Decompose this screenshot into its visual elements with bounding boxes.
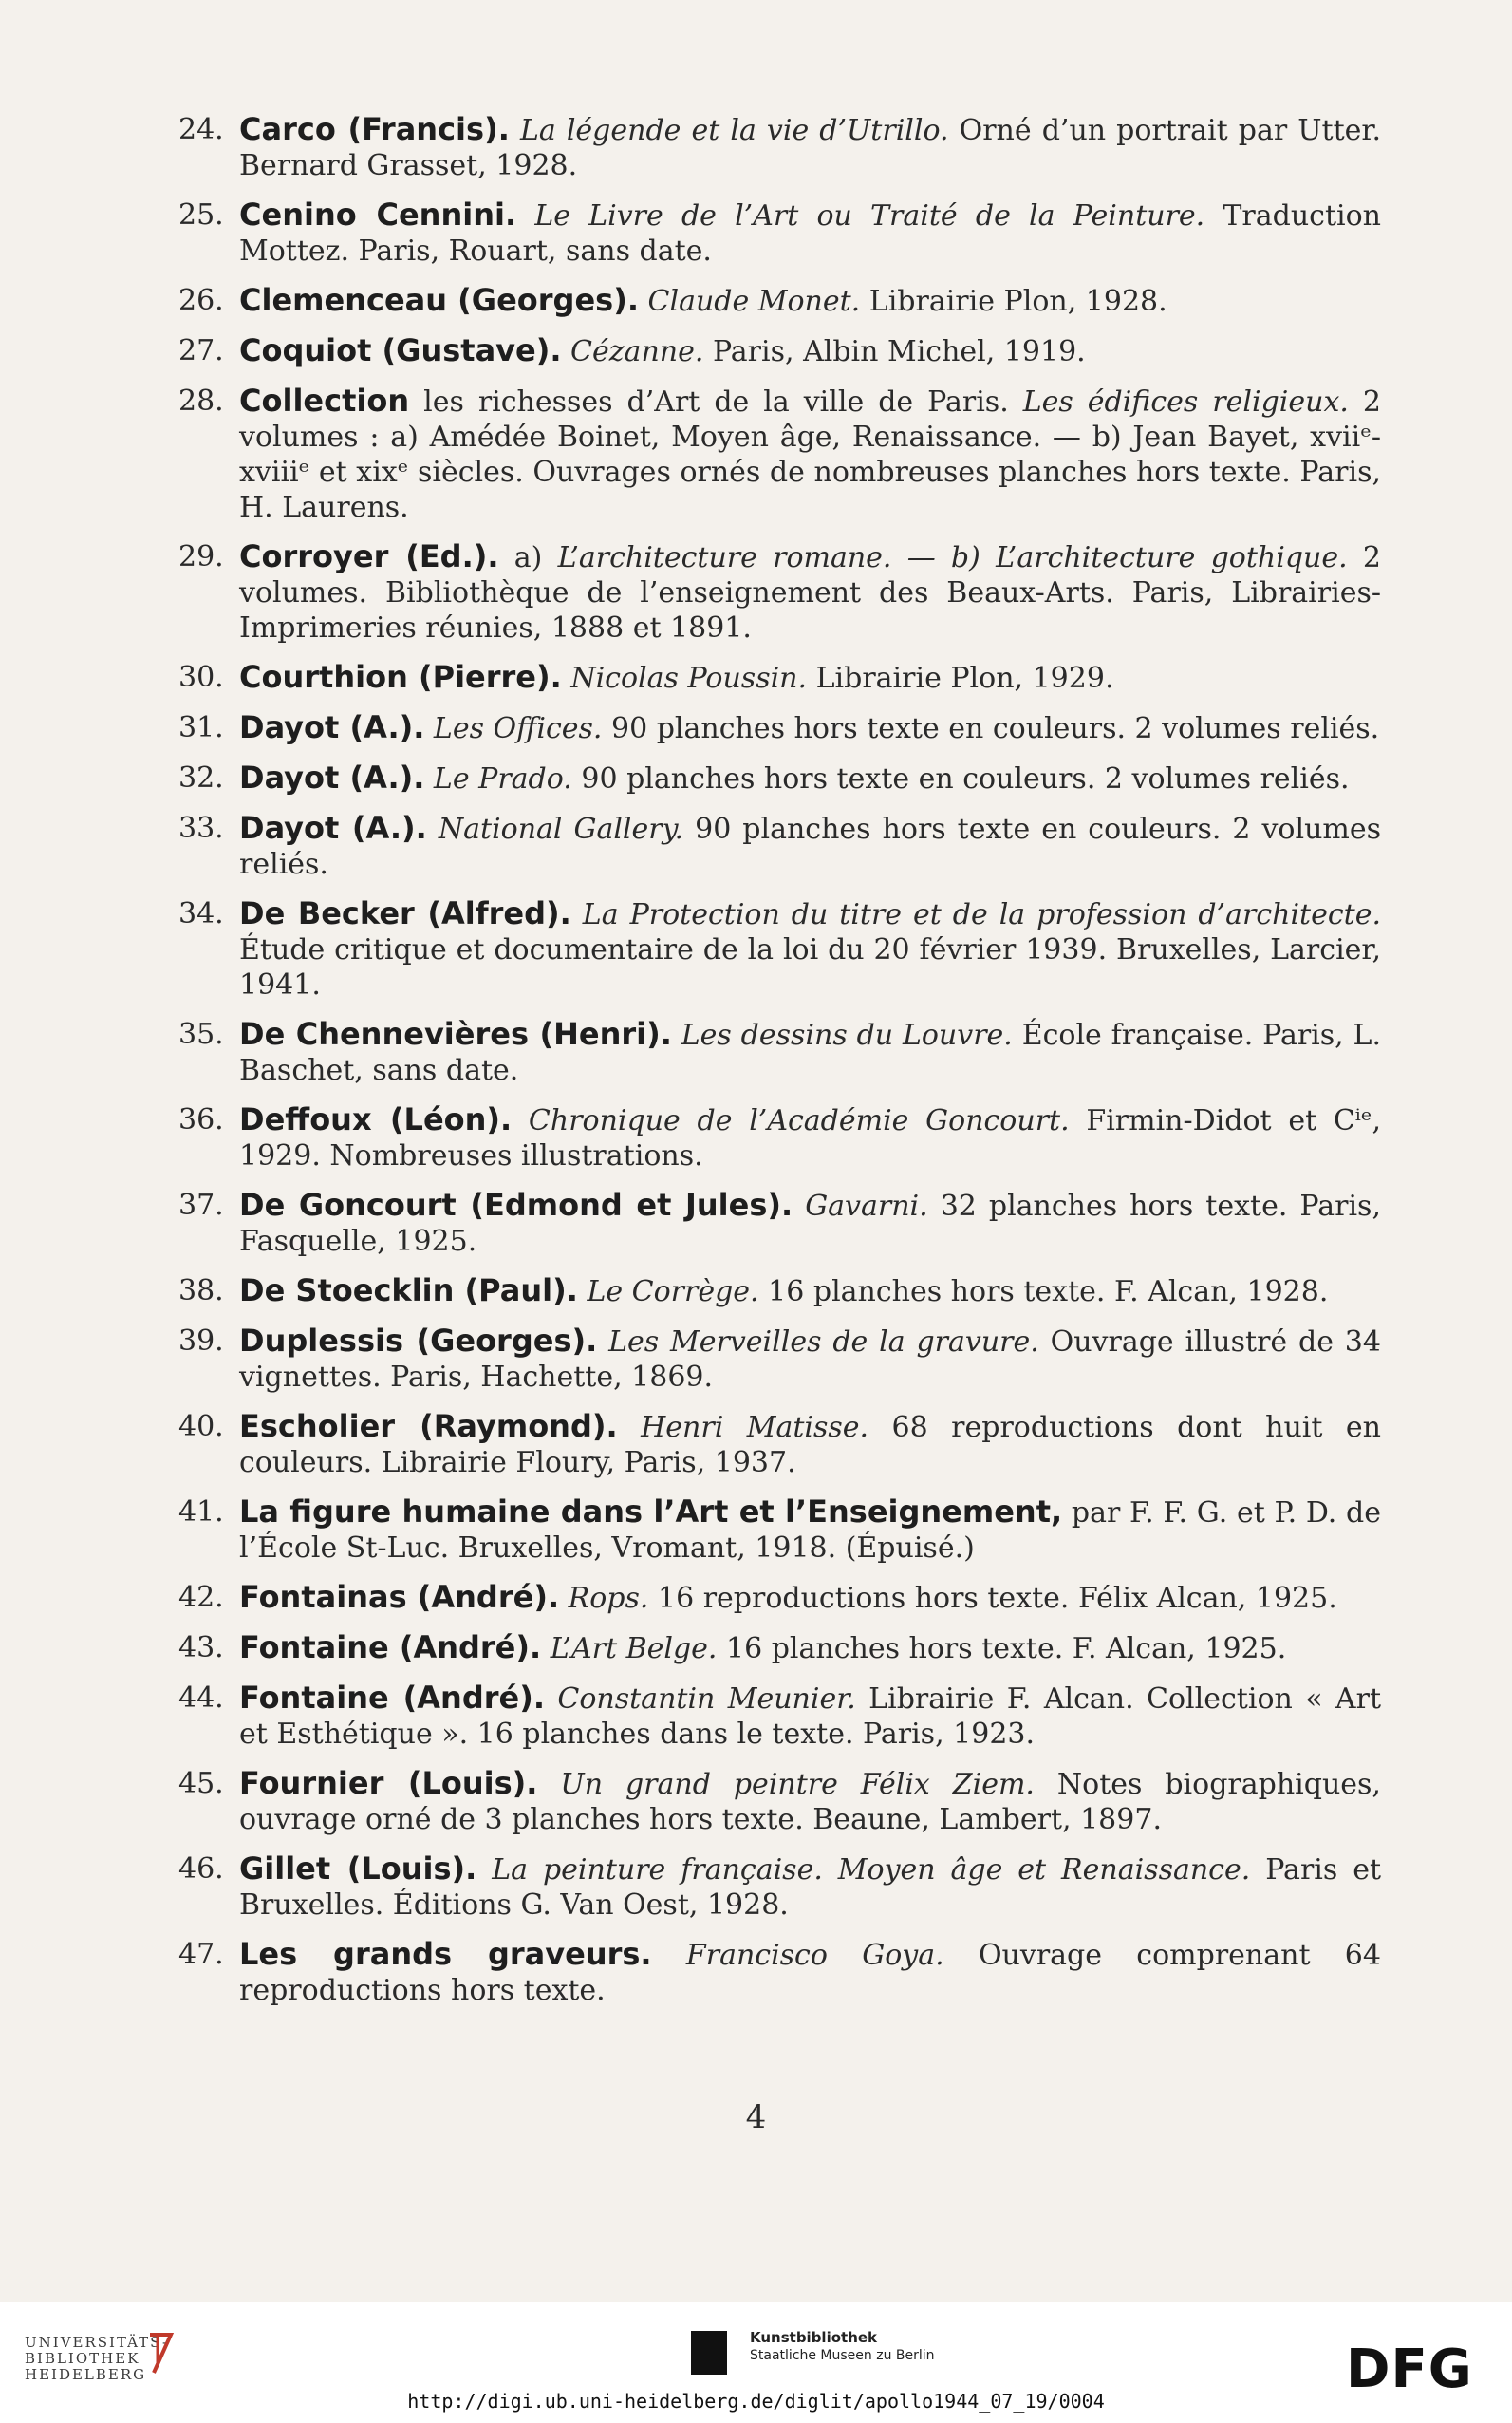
- entry-text: les richesses d’Art de la ville de Paris.: [423, 385, 1009, 419]
- dfg-logo: DFG: [1346, 2338, 1473, 2400]
- kunstbibliothek-subtitle: Staatliche Museen zu Berlin: [750, 2348, 935, 2363]
- entry-details: Paris, Albin Michel, 1919.: [712, 335, 1086, 368]
- entry-details: Ouvrage comprenant 64 reproductions hors texte.: [239, 1939, 1381, 2007]
- entry-number: 31.: [178, 711, 224, 744]
- entry-title: Le Prado.: [433, 762, 572, 796]
- bibliography-entry: [171, 1017, 1381, 1088]
- bibliography-entry: [171, 811, 1381, 882]
- bibliography-entry: [171, 1681, 1381, 1752]
- entry-details: Paris et Bruxelles. Éditions G. Van Oest, 1928.: [239, 1853, 1382, 1922]
- entry-details: 68 reproductions dont huit en couleurs. Librairie Floury, Paris, 1937.: [239, 1411, 1381, 1479]
- entry-number: 40.: [178, 1410, 224, 1443]
- entry-number: 33.: [178, 812, 224, 845]
- entry-number: 37.: [178, 1189, 224, 1222]
- bibliography-entry: [171, 1494, 1381, 1566]
- entry-author: Carco (Francis).: [239, 111, 510, 147]
- bibliography-entry: [171, 660, 1381, 696]
- entry-author: Fournier (Louis).: [239, 1765, 538, 1801]
- entry-number: 47.: [178, 1938, 224, 1971]
- entry-title: Le Livre de l’Art ou Traité de la Peinture.: [534, 199, 1205, 233]
- bibliography-entry: [171, 1630, 1381, 1666]
- entry-number: 30.: [178, 661, 224, 694]
- entry-author: De Chennevières (Henri).: [239, 1016, 672, 1052]
- entry-number: 43.: [178, 1631, 224, 1664]
- entry-details: Traduction Mottez. Paris, Rouart, sans date.: [239, 199, 1382, 268]
- entry-details: 2 volumes. Bibliothèque de l’enseignement des Beaux-Arts. Paris, Librairies-Imprimeries réunies, 1888 et 1891.: [239, 541, 1381, 645]
- entry-details: Étude critique et documentaire de la loi du 20 février 1939. Bruxelles, Larcier, 1941.: [239, 933, 1381, 1002]
- entry-title: La peinture française. Moyen âge et Renaissance.: [492, 1853, 1251, 1887]
- entry-author: Cenino Cennini.: [239, 197, 517, 233]
- entry-number: 25.: [178, 198, 224, 232]
- entry-details: Librairie F. Alcan. Collection « Art et Esthétique ». 16 planches dans le texte. Paris, 1923.: [239, 1682, 1381, 1751]
- kunstbibliothek-name: Kunstbibliothek: [750, 2329, 878, 2346]
- entry-title: La Protection du titre et de la profession d’architecte.: [582, 898, 1381, 931]
- bibliography-entry: [171, 1580, 1381, 1616]
- digital-library-footer: [0, 2302, 1512, 2423]
- entry-title: Gavarni.: [805, 1190, 928, 1223]
- entry-number: 36.: [178, 1103, 224, 1136]
- entry-author: Gillet (Louis).: [239, 1850, 477, 1887]
- entry-title: Francisco Goya.: [685, 1939, 944, 1972]
- entry-details: Ouvrage illustré de 34 vignettes. Paris, Hachette, 1869.: [239, 1325, 1381, 1394]
- entry-title: Les édifices religieux.: [1022, 385, 1349, 419]
- entry-number: 35.: [178, 1018, 224, 1051]
- kunstbibliothek-logo-icon: [691, 2331, 727, 2375]
- bibliography-list: [171, 112, 1381, 2022]
- bibliography-entry: [171, 283, 1381, 319]
- entry-author: De Goncourt (Edmond et Jules).: [239, 1187, 793, 1223]
- entry-number: 46.: [178, 1852, 224, 1886]
- entry-title: National Gallery.: [438, 813, 684, 846]
- entry-number: 34.: [178, 897, 224, 930]
- entry-title: Le Corrège.: [587, 1275, 759, 1308]
- bibliography-entry: [171, 1273, 1381, 1309]
- bibliography-entry: [171, 710, 1381, 746]
- entry-title: Les Offices.: [433, 712, 603, 745]
- entry-title: Cézanne.: [570, 335, 704, 368]
- entry-details: 16 planches hors texte. F. Alcan, 1925.: [726, 1632, 1287, 1665]
- entry-details: 90 planches hors texte en couleurs. 2 volumes reliés.: [581, 762, 1350, 796]
- entry-number: 26.: [178, 284, 224, 317]
- entry-details: Librairie Plon, 1928.: [868, 285, 1167, 318]
- entry-details: 32 planches hors texte. Paris, Fasquelle, 1925.: [239, 1190, 1381, 1258]
- bibliography-entry: [171, 1766, 1381, 1837]
- entry-number: 28.: [178, 385, 224, 418]
- entry-number: 32.: [178, 761, 224, 795]
- entry-title: Rops.: [568, 1582, 649, 1615]
- entry-title: Nicolas Poussin.: [570, 662, 808, 695]
- entry-number: 45.: [178, 1767, 224, 1800]
- entry-number: 42.: [178, 1581, 224, 1614]
- bibliography-entry: [171, 333, 1381, 369]
- entry-author: Dayot (A.).: [239, 709, 425, 745]
- bibliography-entry: [171, 384, 1381, 525]
- entry-details: 90 planches hors texte en couleurs. 2 volumes reliés.: [611, 712, 1380, 745]
- entry-number: 44.: [178, 1681, 224, 1715]
- entry-details: École française. Paris, L. Baschet, sans date.: [239, 1019, 1382, 1087]
- entry-author: La figure humaine dans l’Art et l’Enseignement,: [239, 1493, 1063, 1530]
- page-number: 4: [745, 2098, 767, 2136]
- entry-author: Escholier (Raymond).: [239, 1408, 618, 1444]
- entry-author: De Stoecklin (Paul).: [239, 1272, 578, 1308]
- entry-title: Un grand peintre Félix Ziem.: [560, 1768, 1035, 1801]
- entry-number: 41.: [178, 1495, 224, 1529]
- entry-details: 16 reproductions hors texte. Félix Alcan, 1925.: [657, 1582, 1337, 1615]
- university-line: HEIDELBERG: [25, 2366, 147, 2383]
- entry-title: Chronique de l’Académie Goncourt.: [528, 1104, 1070, 1137]
- entry-author: Deffoux (Léon).: [239, 1101, 513, 1137]
- bibliography-entry: [171, 1102, 1381, 1174]
- entry-author: De Becker (Alfred).: [239, 895, 571, 931]
- kunstbibliothek-label: [750, 2329, 935, 2365]
- entry-title: Constantin Meunier.: [557, 1682, 856, 1716]
- bibliography-entry: [171, 761, 1381, 797]
- entry-title: Les dessins du Louvre.: [681, 1019, 1013, 1052]
- entry-title: Claude Monet.: [647, 285, 861, 318]
- entry-author: Corroyer (Ed.).: [239, 538, 499, 574]
- entry-author: Duplessis (Georges).: [239, 1323, 598, 1359]
- entry-author: Fontaine (André).: [239, 1680, 545, 1716]
- university-mark-icon: [142, 2329, 180, 2376]
- entry-number: 38.: [178, 1274, 224, 1307]
- bibliography-entry: [171, 896, 1381, 1003]
- entry-number: 27.: [178, 334, 224, 367]
- bibliography-entry: [171, 1188, 1381, 1259]
- entry-title: Henri Matisse.: [641, 1411, 869, 1444]
- entry-details: 16 planches hors texte. F. Alcan, 1928.: [768, 1275, 1329, 1308]
- bibliography-entry: [171, 1851, 1381, 1923]
- entry-number: 24.: [178, 113, 224, 146]
- bibliography-entry: [171, 1324, 1381, 1395]
- entry-author: Dayot (A.).: [239, 760, 425, 796]
- entry-author: Fontaine (André).: [239, 1629, 542, 1665]
- entry-details: 2 volumes : a) Amédée Boinet, Moyen âge, Renaissance. — b) Jean Bayet, xviiᵉ-xviiiᵉ et xixᵉ siècles. Ouvrages ornés de nombreuses planches hors texte. Paris, H. Laurens.: [239, 385, 1381, 524]
- university-line: UNIVERSITÄTS-: [25, 2334, 170, 2351]
- entry-author: Fontainas (André).: [239, 1579, 560, 1615]
- entry-details: 90 planches hors texte en couleurs. 2 volumes reliés.: [239, 813, 1381, 881]
- entry-details: Orné d’un portrait par Utter. Bernard Grasset, 1928.: [239, 114, 1381, 182]
- entry-number: 39.: [178, 1324, 224, 1358]
- bibliography-entry: [171, 112, 1381, 183]
- bibliography-entry: [171, 1409, 1381, 1480]
- bibliography-entry: [171, 1937, 1381, 2008]
- entry-text: a): [513, 541, 543, 574]
- entry-title: Les Merveilles de la gravure.: [608, 1325, 1039, 1359]
- entry-author: Clemenceau (Georges).: [239, 282, 639, 318]
- entry-details: Librairie Plon, 1929.: [815, 662, 1114, 695]
- entry-author: Collection: [239, 383, 410, 419]
- entry-details: Notes biographiques, ouvrage orné de 3 planches hors texte. Beaune, Lambert, 1897.: [239, 1768, 1381, 1836]
- entry-author: Dayot (A.).: [239, 810, 427, 846]
- entry-author: Les grands graveurs.: [239, 1936, 652, 1972]
- entry-author: Coquiot (Gustave).: [239, 332, 562, 368]
- entry-title: La légende et la vie d’Utrillo.: [519, 114, 949, 147]
- entry-title: L’Art Belge.: [550, 1632, 718, 1665]
- entry-title: L’architecture romane. — b) L’architecture gothique.: [557, 541, 1348, 574]
- entry-details: Firmin-Didot et Cⁱᵉ, 1929. Nombreuses illustrations.: [239, 1104, 1381, 1173]
- bibliography-entry: [171, 539, 1381, 646]
- bibliography-entry: [171, 197, 1381, 269]
- entry-text: par F. F. G. et P. D. de l’École St-Luc. Bruxelles, Vromant, 1918. (Épuisé.): [239, 1496, 1382, 1565]
- document-url-link[interactable]: http://digi.ub.uni-heidelberg.de/diglit/apollo1944_07_19/0004: [407, 2390, 1105, 2413]
- university-line: BIBLIOTHEK: [25, 2350, 140, 2367]
- entry-author: Courthion (Pierre).: [239, 659, 562, 695]
- entry-number: 29.: [178, 540, 224, 573]
